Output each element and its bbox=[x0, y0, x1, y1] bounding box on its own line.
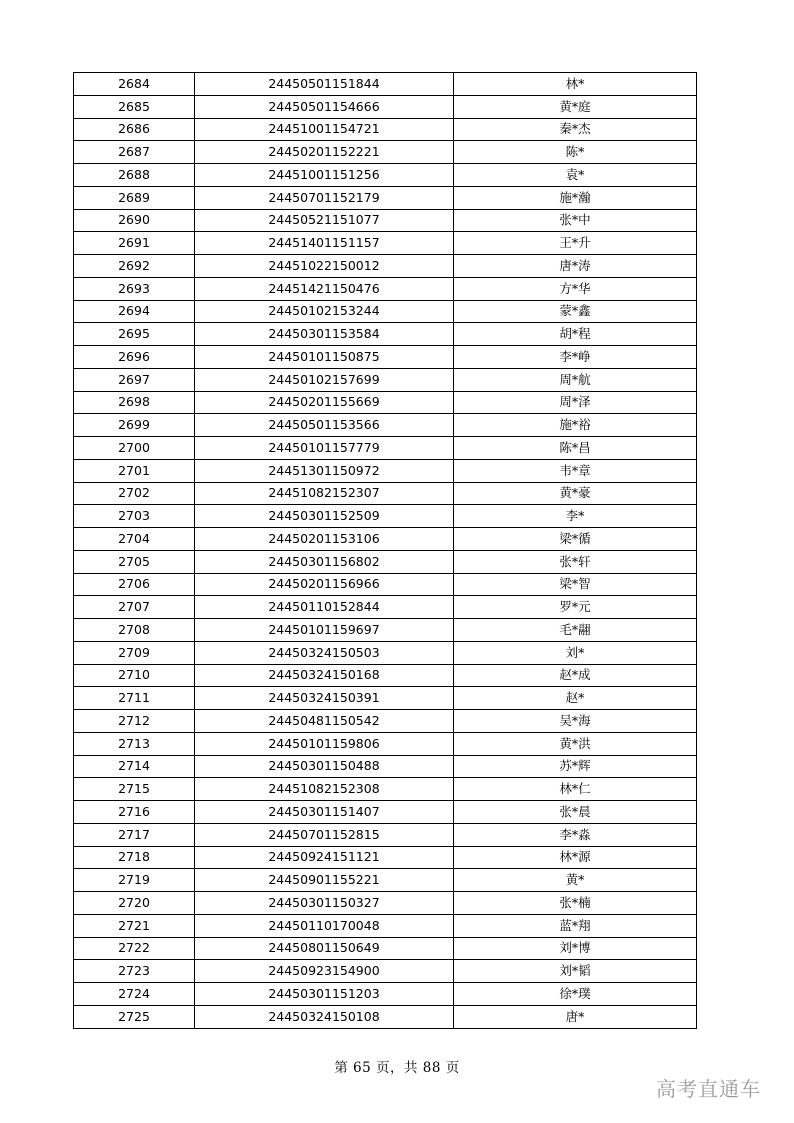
candidate-id-cell: 24450201155669 bbox=[195, 391, 454, 414]
table-row bbox=[74, 277, 697, 300]
row-number-cell: 2695 bbox=[74, 323, 195, 346]
candidate-name-cell: 徐*璞 bbox=[454, 983, 697, 1006]
row-number-cell: 2692 bbox=[74, 255, 195, 278]
page-number-footer: 第 65 页，共 88 页 bbox=[334, 1060, 460, 1076]
candidate-name-cell: 周*泽 bbox=[454, 391, 697, 414]
candidate-id-cell: 24450201156966 bbox=[195, 573, 454, 596]
table-row bbox=[74, 73, 697, 96]
row-number-cell: 2708 bbox=[74, 619, 195, 642]
candidate-name-cell: 林*源 bbox=[454, 846, 697, 869]
table-row bbox=[74, 778, 697, 801]
candidate-id-cell: 24451001151256 bbox=[195, 164, 454, 187]
candidate-name-cell: 毛*翮 bbox=[454, 619, 697, 642]
table-row bbox=[74, 164, 697, 187]
candidate-name-cell: 刘*韬 bbox=[454, 960, 697, 983]
row-number-cell: 2685 bbox=[74, 95, 195, 118]
candidate-name-cell: 林*仁 bbox=[454, 778, 697, 801]
row-number-cell: 2705 bbox=[74, 550, 195, 573]
candidate-id-cell: 24450324150168 bbox=[195, 664, 454, 687]
candidate-id-cell: 24450923154900 bbox=[195, 960, 454, 983]
row-number-cell: 2694 bbox=[74, 300, 195, 323]
candidate-name-cell: 方*华 bbox=[454, 277, 697, 300]
row-number-cell: 2701 bbox=[74, 459, 195, 482]
candidate-id-cell: 24450101150875 bbox=[195, 346, 454, 369]
candidate-name-cell: 陈*昌 bbox=[454, 437, 697, 460]
candidate-id-cell: 24450102153244 bbox=[195, 300, 454, 323]
table-row bbox=[74, 664, 697, 687]
candidate-id-cell: 24451082152308 bbox=[195, 778, 454, 801]
row-number-cell: 2714 bbox=[74, 755, 195, 778]
candidate-name-cell: 赵*成 bbox=[454, 664, 697, 687]
candidate-name-cell: 苏*辉 bbox=[454, 755, 697, 778]
candidate-name-cell: 秦*杰 bbox=[454, 118, 697, 141]
candidate-name-cell: 罗*元 bbox=[454, 596, 697, 619]
candidate-name-cell: 王*升 bbox=[454, 232, 697, 255]
candidate-name-cell: 唐*涛 bbox=[454, 255, 697, 278]
table-row bbox=[74, 710, 697, 733]
candidate-id-cell: 24450301153584 bbox=[195, 323, 454, 346]
candidate-name-cell: 张*中 bbox=[454, 209, 697, 232]
candidate-id-cell: 24450324150503 bbox=[195, 641, 454, 664]
candidate-id-cell: 24451022150012 bbox=[195, 255, 454, 278]
candidate-id-cell: 24450201152221 bbox=[195, 141, 454, 164]
table-row bbox=[74, 391, 697, 414]
table-row bbox=[74, 414, 697, 437]
table-row bbox=[74, 232, 697, 255]
table-row bbox=[74, 687, 697, 710]
candidate-name-cell: 韦*章 bbox=[454, 459, 697, 482]
candidate-id-cell: 24450924151121 bbox=[195, 846, 454, 869]
row-number-cell: 2704 bbox=[74, 528, 195, 551]
row-number-cell: 2702 bbox=[74, 482, 195, 505]
candidate-id-cell: 24450101159806 bbox=[195, 732, 454, 755]
row-number-cell: 2689 bbox=[74, 186, 195, 209]
row-number-cell: 2684 bbox=[74, 73, 195, 96]
row-number-cell: 2713 bbox=[74, 732, 195, 755]
table-row bbox=[74, 368, 697, 391]
row-number-cell: 2723 bbox=[74, 960, 195, 983]
row-number-cell: 2718 bbox=[74, 846, 195, 869]
row-number-cell: 2698 bbox=[74, 391, 195, 414]
row-number-cell: 2710 bbox=[74, 664, 195, 687]
table-row bbox=[74, 823, 697, 846]
candidate-name-cell: 梁*智 bbox=[454, 573, 697, 596]
row-number-cell: 2693 bbox=[74, 277, 195, 300]
table-row bbox=[74, 186, 697, 209]
candidate-id-cell: 24450101157779 bbox=[195, 437, 454, 460]
candidate-name-cell: 赵* bbox=[454, 687, 697, 710]
candidate-id-cell: 24450901155221 bbox=[195, 869, 454, 892]
table-row bbox=[74, 300, 697, 323]
candidate-id-cell: 24450501151844 bbox=[195, 73, 454, 96]
candidate-name-cell: 林* bbox=[454, 73, 697, 96]
candidate-id-cell: 24450324150108 bbox=[195, 1005, 454, 1028]
candidate-name-cell: 张*晨 bbox=[454, 801, 697, 824]
candidate-id-cell: 24450301156802 bbox=[195, 550, 454, 573]
candidate-id-cell: 24450521151077 bbox=[195, 209, 454, 232]
row-number-cell: 2711 bbox=[74, 687, 195, 710]
candidate-name-cell: 李* bbox=[454, 505, 697, 528]
row-number-cell: 2687 bbox=[74, 141, 195, 164]
table-row bbox=[74, 437, 697, 460]
candidate-name-cell: 黄*庭 bbox=[454, 95, 697, 118]
candidate-id-cell: 24450201153106 bbox=[195, 528, 454, 551]
table-row bbox=[74, 892, 697, 915]
candidate-id-cell: 24451001154721 bbox=[195, 118, 454, 141]
candidate-name-cell: 吴*海 bbox=[454, 710, 697, 733]
row-number-cell: 2699 bbox=[74, 414, 195, 437]
table-row bbox=[74, 459, 697, 482]
candidate-name-cell: 蒙*鑫 bbox=[454, 300, 697, 323]
candidate-id-cell: 24450501153566 bbox=[195, 414, 454, 437]
table-row bbox=[74, 323, 697, 346]
candidate-name-cell: 黄*豪 bbox=[454, 482, 697, 505]
table-row bbox=[74, 346, 697, 369]
table-row bbox=[74, 209, 697, 232]
row-number-cell: 2691 bbox=[74, 232, 195, 255]
table-row bbox=[74, 118, 697, 141]
candidate-id-cell: 24450701152815 bbox=[195, 823, 454, 846]
candidate-name-cell: 唐* bbox=[454, 1005, 697, 1028]
row-number-cell: 2712 bbox=[74, 710, 195, 733]
candidate-name-cell: 施*瀚 bbox=[454, 186, 697, 209]
row-number-cell: 2697 bbox=[74, 368, 195, 391]
candidate-name-cell: 梁*循 bbox=[454, 528, 697, 551]
row-number-cell: 2696 bbox=[74, 346, 195, 369]
candidate-id-cell: 24451301150972 bbox=[195, 459, 454, 482]
candidate-name-cell: 黄*洪 bbox=[454, 732, 697, 755]
row-number-cell: 2716 bbox=[74, 801, 195, 824]
candidate-name-cell: 刘*博 bbox=[454, 937, 697, 960]
table-row bbox=[74, 482, 697, 505]
table-row bbox=[74, 1005, 697, 1028]
table-row bbox=[74, 914, 697, 937]
candidate-id-cell: 24451401151157 bbox=[195, 232, 454, 255]
candidate-name-cell: 张*楠 bbox=[454, 892, 697, 915]
table-row bbox=[74, 869, 697, 892]
table-row bbox=[74, 141, 697, 164]
table-row bbox=[74, 983, 697, 1006]
candidate-name-cell: 胡*程 bbox=[454, 323, 697, 346]
table-row bbox=[74, 596, 697, 619]
row-number-cell: 2703 bbox=[74, 505, 195, 528]
table-row bbox=[74, 619, 697, 642]
table-row bbox=[74, 550, 697, 573]
row-number-cell: 2721 bbox=[74, 914, 195, 937]
candidate-id-cell: 24450301151407 bbox=[195, 801, 454, 824]
roster-table-body bbox=[74, 73, 697, 1029]
row-number-cell: 2719 bbox=[74, 869, 195, 892]
row-number-cell: 2724 bbox=[74, 983, 195, 1006]
table-row bbox=[74, 960, 697, 983]
candidate-name-cell: 张*轩 bbox=[454, 550, 697, 573]
row-number-cell: 2715 bbox=[74, 778, 195, 801]
table-row bbox=[74, 732, 697, 755]
candidate-id-cell: 24450102157699 bbox=[195, 368, 454, 391]
table-row bbox=[74, 755, 697, 778]
candidate-id-cell: 24450801150649 bbox=[195, 937, 454, 960]
candidate-name-cell: 蓝*翔 bbox=[454, 914, 697, 937]
candidate-name-cell: 黄* bbox=[454, 869, 697, 892]
row-number-cell: 2709 bbox=[74, 641, 195, 664]
table-row bbox=[74, 255, 697, 278]
candidate-name-cell: 施*裕 bbox=[454, 414, 697, 437]
candidate-name-cell: 李*淼 bbox=[454, 823, 697, 846]
roster-table bbox=[73, 72, 697, 1029]
row-number-cell: 2700 bbox=[74, 437, 195, 460]
candidate-id-cell: 24451421150476 bbox=[195, 277, 454, 300]
candidate-id-cell: 24450501154666 bbox=[195, 95, 454, 118]
candidate-id-cell: 24450701152179 bbox=[195, 186, 454, 209]
candidate-id-cell: 24450301151203 bbox=[195, 983, 454, 1006]
row-number-cell: 2707 bbox=[74, 596, 195, 619]
candidate-name-cell: 刘* bbox=[454, 641, 697, 664]
candidate-name-cell: 李*峥 bbox=[454, 346, 697, 369]
watermark-logo-text: 高考直通车 bbox=[656, 1077, 761, 1101]
candidate-name-cell: 周*航 bbox=[454, 368, 697, 391]
table-row bbox=[74, 641, 697, 664]
table-row bbox=[74, 505, 697, 528]
table-row bbox=[74, 95, 697, 118]
candidate-id-cell: 24450301150327 bbox=[195, 892, 454, 915]
candidate-id-cell: 24451082152307 bbox=[195, 482, 454, 505]
candidate-id-cell: 24450301150488 bbox=[195, 755, 454, 778]
candidate-id-cell: 24450110152844 bbox=[195, 596, 454, 619]
row-number-cell: 2690 bbox=[74, 209, 195, 232]
row-number-cell: 2688 bbox=[74, 164, 195, 187]
candidate-id-cell: 24450324150391 bbox=[195, 687, 454, 710]
candidate-id-cell: 24450481150542 bbox=[195, 710, 454, 733]
table-row bbox=[74, 528, 697, 551]
row-number-cell: 2725 bbox=[74, 1005, 195, 1028]
row-number-cell: 2722 bbox=[74, 937, 195, 960]
table-row bbox=[74, 801, 697, 824]
row-number-cell: 2720 bbox=[74, 892, 195, 915]
row-number-cell: 2706 bbox=[74, 573, 195, 596]
row-number-cell: 2686 bbox=[74, 118, 195, 141]
table-row bbox=[74, 846, 697, 869]
row-number-cell: 2717 bbox=[74, 823, 195, 846]
candidate-id-cell: 24450101159697 bbox=[195, 619, 454, 642]
table-row bbox=[74, 573, 697, 596]
candidate-name-cell: 袁* bbox=[454, 164, 697, 187]
table-row bbox=[74, 937, 697, 960]
candidate-id-cell: 24450301152509 bbox=[195, 505, 454, 528]
candidate-id-cell: 24450110170048 bbox=[195, 914, 454, 937]
candidate-name-cell: 陈* bbox=[454, 141, 697, 164]
